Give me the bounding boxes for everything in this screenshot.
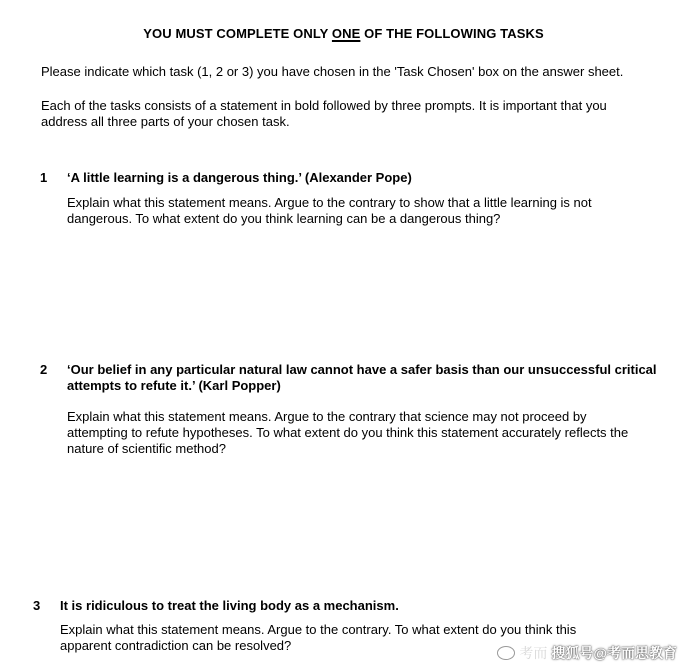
instructions-heading (0, 26, 687, 41)
task-statement: ‘A little learning is a dangerous thing.’ (Alexander Pope) (67, 170, 412, 185)
task-statement: ‘Our belief in any particular natural law cannot have a safer basis than our unsuccessful critical attempts to refute it.’ (Karl Popper) (67, 362, 657, 393)
intro-paragraph-2: Each of the tasks consists of a statement in bold followed by three prompts. It is important that you address all three parts of your chosen task. (41, 98, 607, 129)
watermark-text: 搜狐号@考而思教育 (551, 645, 677, 661)
task-prompt: Explain what this statement means. Argue to the contrary that science may not proceed by attempting to refute hypotheses. To what extent do you think this statement accurately reflects the nature of scientific method? (67, 409, 629, 456)
task-number: 1 (40, 170, 48, 185)
task-number: 2 (40, 362, 48, 377)
watermark-faded: 考而 (519, 645, 548, 661)
task-prompt: Explain what this statement means. Argue to the contrary. To what extent do you think this apparent contradiction can be resolved? (60, 622, 577, 653)
weibo-icon (497, 646, 515, 660)
watermark (497, 643, 677, 663)
task-prompt: Explain what this statement means. Argue to the contrary to show that a little learning is not dangerous. To what extent do you think learning can be a dangerous thing? (67, 195, 592, 226)
task-statement: It is ridiculous to treat the living body as a mechanism. (60, 598, 399, 613)
task-number: 3 (33, 598, 41, 613)
heading-emphasis: ONE (331, 26, 361, 41)
heading-after: OF THE FOLLOWING TASKS (360, 26, 544, 41)
heading-before: YOU MUST COMPLETE ONLY (143, 26, 332, 41)
intro-paragraph-1: Please indicate which task (1, 2 or 3) you have chosen in the 'Task Chosen' box on the answer sheet. (41, 64, 624, 79)
